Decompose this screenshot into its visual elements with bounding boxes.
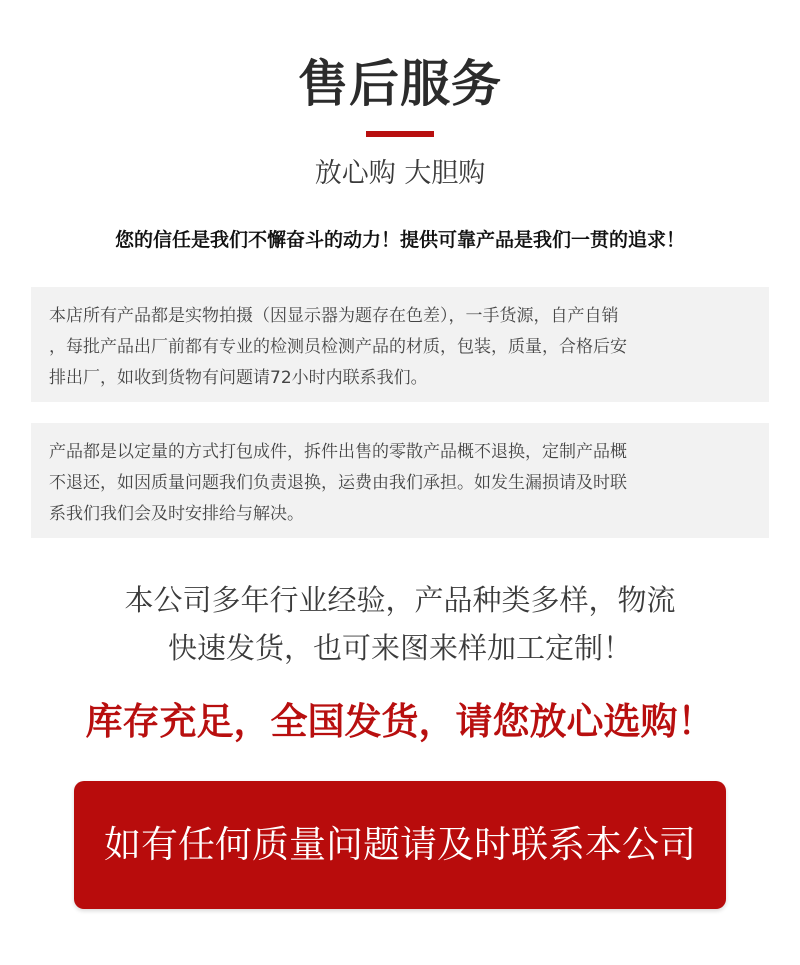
info-line: ，每批产品出厂前都有专业的检测员检测产品的材质，包装，质量，合格后安 xyxy=(49,337,627,357)
contact-button[interactable]: 如有任何质量问题请及时联系本公司 xyxy=(74,781,726,909)
tagline: 您的信任是我们不懈奋斗的动力！提供可靠产品是我们一贯的追求！ xyxy=(114,229,685,251)
company-intro-line: 快速发货，也可来图来样加工定制！ xyxy=(167,631,632,665)
title-underline xyxy=(366,131,434,137)
info-box-photos xyxy=(31,287,769,402)
page-title: 售后服务 xyxy=(298,55,502,113)
info-line: 产品都是以定量的方式打包成件，拆件出售的零散产品概不退换，定制产品概 xyxy=(49,442,627,462)
info-line: 本店所有产品都是实物拍摄（因显示器为题存在色差），一手货源，自产自销 xyxy=(49,306,619,326)
info-line: 系我们我们会及时安排给与解决。 xyxy=(49,504,304,524)
info-box-returns xyxy=(31,423,769,538)
page-subtitle: 放心购 大胆购 xyxy=(314,158,486,189)
info-line: 排出厂，如收到货物有问题请72小时内联系我们。 xyxy=(49,368,428,388)
stock-banner: 库存充足，全国发货，请您放心选购！ xyxy=(85,700,715,743)
company-intro xyxy=(0,576,800,672)
company-intro-line: 本公司多年行业经验，产品种类多样，物流 xyxy=(124,583,676,617)
info-line: 不退还，如因质量问题我们负责退换，运费由我们承担。如发生漏损请及时联 xyxy=(49,473,627,493)
